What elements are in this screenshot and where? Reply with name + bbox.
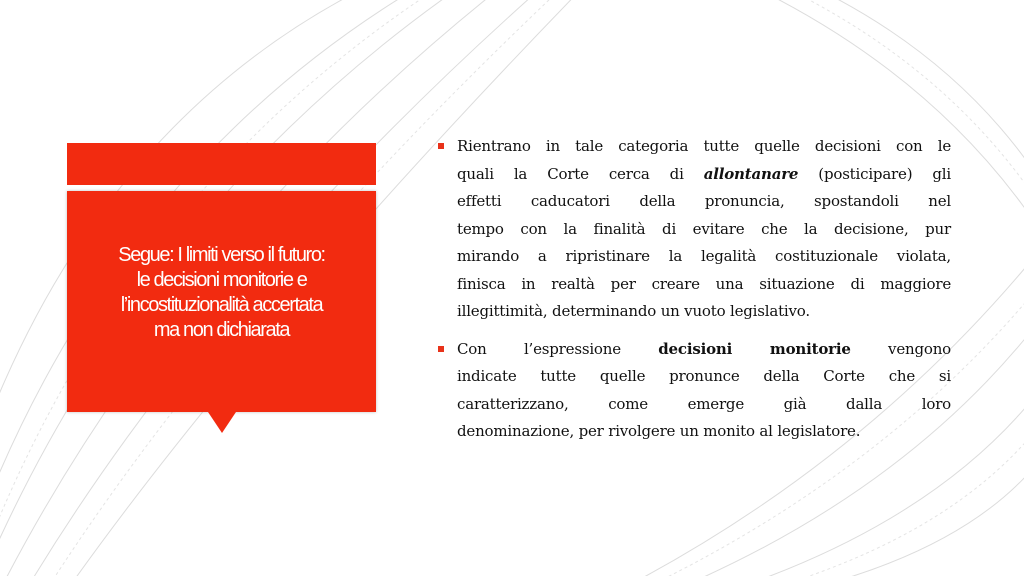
title-accent-strip: [67, 143, 376, 185]
bullet-list: [437, 133, 951, 456]
bullet-line: effetti caducatori della pronuncia, spostandoli nel: [457, 192, 951, 210]
bullet-line: denominazione, per rivolgere un monito al legislatore.: [457, 422, 861, 440]
title-box: [67, 191, 376, 412]
bullet-line: Rientrano in tale categoria tutte quelle decisioni con le: [457, 137, 951, 155]
bullet-line: finisca in realtà per creare una situazione di maggiore: [457, 274, 951, 293]
title-pointer-triangle: [208, 412, 236, 433]
bullet-line: caratterizzano, come emerge già dalla loro: [457, 394, 951, 413]
bullet-item: [437, 133, 951, 326]
bullet-line: Con l’espressione decisioni monitorie vengono: [457, 339, 951, 358]
bullet-line: tempo con la finalità di evitare che la decisione, pur: [457, 219, 951, 238]
emphasis-decisioni-monitorie: decisioni monitorie: [658, 339, 851, 358]
slide-title-line: Segue: I limiti verso il futuro:: [118, 244, 325, 266]
bullet-line: quali la Corte cerca di allontanare (posticipare) gli: [457, 164, 951, 183]
slide-title: [77, 243, 367, 343]
emphasis-allontanare: allontanare: [703, 164, 799, 183]
bullet-line: illegittimità, determinando un vuoto legislativo.: [457, 302, 810, 320]
square-bullet-icon: [438, 346, 444, 352]
bullet-line: indicate tutte quelle pronunce della Corte che si: [457, 367, 951, 385]
bullet-item: [437, 336, 951, 446]
slide-title-line: le decisioni monitorie e: [136, 269, 307, 291]
square-bullet-icon: [438, 143, 444, 149]
slide-title-line: ma non dichiarata: [153, 319, 290, 341]
bullet-line: mirando a ripristinare la legalità costituzionale violata,: [457, 247, 951, 265]
slide-title-line: l’incostituzionalità accertata: [120, 294, 323, 316]
